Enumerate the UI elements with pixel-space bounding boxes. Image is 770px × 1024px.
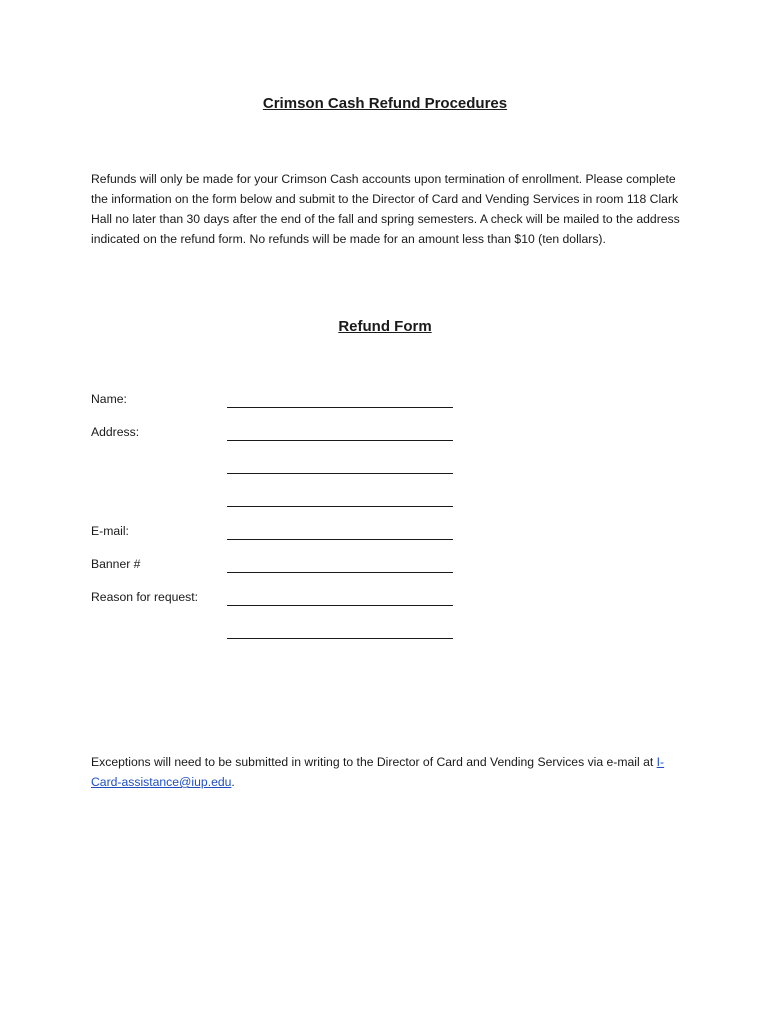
address-field-row (91, 425, 471, 443)
name-field-row (91, 392, 471, 410)
exceptions-email-link[interactable]: I-Card-assistance@iup.edu (91, 755, 665, 789)
reason-line-2[interactable] (227, 638, 453, 639)
intro-paragraph: Refunds will only be made for your Crimson Cash accounts upon termination of enrollment. Please complete the information on the form below and submit to the Director of Card and Vending Services in room 118 Clark Hall no later than 30 days after the end of the fall and spring semesters. A check will be mailed to the address indicated on the refund form. No refunds will be made for an amount less than $10 (ten dollars). (91, 172, 680, 246)
banner-label: Banner # (91, 557, 141, 571)
banner-line[interactable] (227, 572, 453, 573)
reason-label: Reason for request: (91, 590, 199, 604)
exceptions-period: . (231, 775, 235, 789)
address-line-1[interactable] (227, 440, 453, 441)
reason-line-1[interactable] (227, 605, 453, 606)
name-label: Name: (91, 392, 127, 406)
exceptions-text: Exceptions will need to be submitted in writing to the Director of Card and Vending Services via e-mail at (91, 755, 654, 769)
banner-field-row (91, 557, 471, 575)
form-title: Refund Form (338, 318, 432, 335)
exceptions-paragraph (91, 752, 691, 792)
page-title: Crimson Cash Refund Procedures (262, 95, 508, 112)
email-line[interactable] (227, 539, 453, 540)
address-field-row-2 (91, 458, 471, 476)
email-field-row (91, 524, 471, 542)
email-label: E-mail: (91, 524, 129, 538)
reason-field-row-2 (91, 623, 471, 641)
address-label: Address: (91, 425, 140, 439)
reason-field-row (91, 590, 471, 608)
address-field-row-3 (91, 491, 471, 509)
address-line-3[interactable] (227, 506, 453, 507)
name-line[interactable] (227, 407, 453, 408)
address-line-2[interactable] (227, 473, 453, 474)
